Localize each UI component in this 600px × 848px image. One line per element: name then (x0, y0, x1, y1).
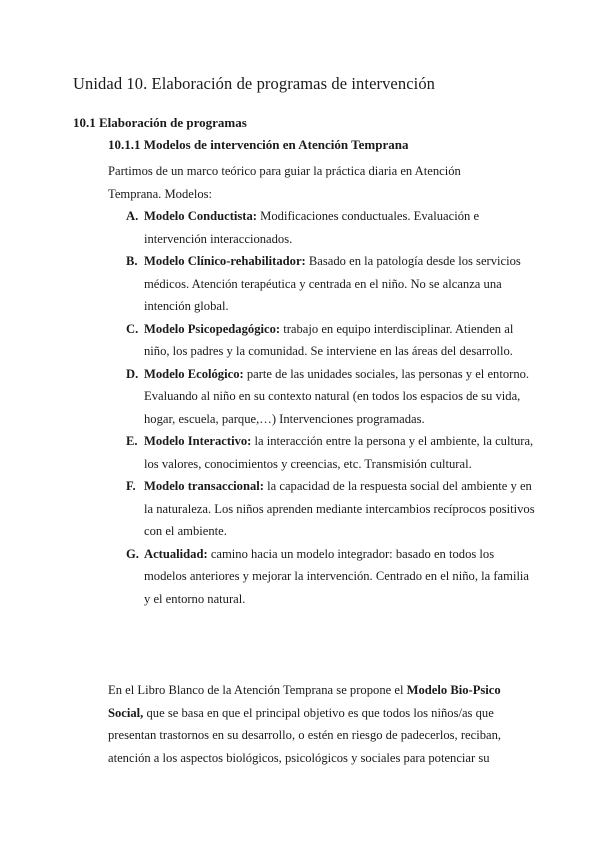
model-description: camino hacia un modelo integrador: basado en todos los modelos anteriores y mejorar la intervención. Centrado en el niño, la familia y el entorno natural. (144, 546, 530, 606)
list-item (108, 543, 538, 611)
list-item (108, 363, 538, 431)
list-item (108, 205, 538, 250)
model-name: Actualidad: (144, 546, 208, 561)
list-marker: D. (126, 366, 139, 381)
list-marker: C. (126, 321, 139, 336)
closing-paragraph (108, 679, 533, 769)
model-description: la capacidad de la respuesta social del ambiente y en la naturaleza. Los niños aprenden mediante intercambios recíprocos positivos con el ambiente. (144, 479, 535, 538)
model-description: parte de las unidades sociales, las personas y el entorno. Evaluando al niño en su contexto natural (en todos los espacios de su vida, hogar, escuela, parque,…) Intervenciones programadas. (144, 366, 530, 426)
list-marker: B. (126, 254, 138, 268)
model-name: Modelo Interactivo: (144, 434, 252, 448)
list-item (108, 318, 538, 363)
list-item (108, 250, 538, 318)
list-marker: E. (126, 434, 138, 448)
closing-text-end: que se basa en que el principal objetivo es que todos los niños/as que presentan trastornos en su desarrollo, o estén en riesgo de padecerlos, reciban, atención a los aspectos biológicos, psicológicos y sociales para potenciar su (108, 705, 502, 765)
bio-psico-social-term: Modelo Bio-Psico Social, (108, 683, 501, 720)
model-name: Modelo Ecológico: (144, 366, 244, 381)
model-description: la interacción entre la persona y el ambiente, la cultura, los valores, conocimientos y creencias, etc. Transmisión cultural. (144, 434, 534, 471)
list-marker: A. (126, 209, 139, 223)
list-item (108, 475, 538, 543)
section-heading: 10.1 Elaboración de programas (73, 115, 247, 130)
list-marker: F. (126, 479, 136, 493)
models-list (108, 205, 538, 610)
list-item (108, 430, 538, 475)
closing-text-start: En el Libro Blanco de la Atención Temprana se propone el (108, 683, 407, 697)
subsection-heading: 10.1.1 Modelos de intervención en Atención Temprana (108, 137, 409, 152)
document-title: Unidad 10. Elaboración de programas de intervención (73, 74, 436, 93)
model-name: Modelo Clínico-rehabilitador: (144, 254, 306, 268)
model-name: Modelo transaccional: (144, 479, 264, 493)
intro-paragraph: Partimos de un marco teórico para guiar la práctica diaria en Atención Temprana. Modelos: (108, 164, 461, 201)
model-name: Modelo Psicopedagógico: (144, 321, 281, 336)
model-description: trabajo en equipo interdisciplinar. Atienden al niño, los padres y la comunidad. Se interviene en las áreas del desarrollo. (144, 321, 514, 358)
model-description: Modificaciones conductuales. Evaluación e intervención interaccionados. (144, 209, 480, 246)
model-name: Modelo Conductista: (144, 209, 257, 223)
list-marker: G. (126, 546, 139, 561)
model-description: Basado en la patología desde los servicios médicos. Atención terapéutica y centrada en el niño. No se alcanza una intención global. (144, 254, 521, 313)
